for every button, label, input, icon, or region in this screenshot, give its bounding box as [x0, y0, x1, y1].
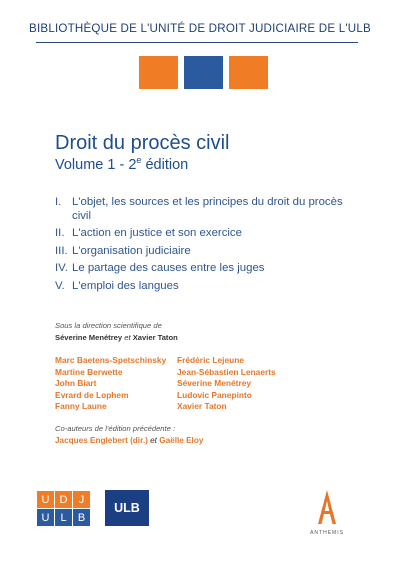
author: Frédéric Lejeune [177, 355, 245, 365]
author: Séverine Menétrey [177, 378, 252, 389]
author: Marc Baetens-Spetschinsky [55, 355, 167, 365]
author: Xavier Taton [177, 401, 227, 412]
toc-item: V. L'emploi des langues [55, 279, 179, 292]
blue-square [184, 56, 223, 89]
anthemis-a-icon [316, 488, 338, 528]
authors-right [177, 355, 276, 413]
coauthors-names: Jacques Englebert (dir.) et Gaëlle Eloy [55, 436, 204, 445]
toc-item: I. L'objet, les sources et les principes du droit du procès civil [55, 196, 343, 222]
author: Martine Berwette [55, 366, 123, 377]
udj-ulb-logo [37, 491, 90, 526]
logo-letter: J [73, 491, 90, 508]
series-title: BIBLIOTHÈQUE DE L'UNITÉ DE DROIT JUDICIAIRE DE L'ULB [29, 22, 371, 35]
volume-edition: Volume 1 - 2e édition [55, 155, 189, 173]
coauthors-label: Co-auteurs de l'édition précédente : [55, 424, 176, 433]
author: Evrard de Lophem [55, 389, 129, 400]
orange-square [139, 56, 178, 89]
author: John Biart [55, 378, 97, 389]
logo-letter: L [55, 509, 72, 526]
ulb-logo: ULB [105, 490, 149, 526]
decor-squares [139, 56, 268, 89]
logo-letter: B [73, 509, 90, 526]
toc-item: IV. Le partage des causes entre les juges [55, 262, 265, 274]
book-title: Droit du procès civil [55, 132, 230, 154]
author: Ludovic Panepinto [177, 389, 252, 400]
authors-left [55, 355, 166, 413]
logo-letter: D [55, 491, 72, 508]
toc-item: II. L'action en justice et son exercice [55, 227, 242, 239]
author: Jean-Sébastien Lenaerts [177, 366, 276, 377]
direction-label: Sous la direction scientifique de [55, 321, 162, 330]
top-rule [36, 42, 358, 43]
author: Fanny Laune [55, 401, 107, 412]
direction-names: Séverine Menétrey et Xavier Taton [55, 333, 178, 342]
logo-letter: U [37, 509, 54, 526]
logo-letter: U [37, 491, 54, 508]
publisher-name: ANTHEMIS [310, 530, 344, 536]
toc-item: III. L'organisation judiciaire [55, 244, 191, 257]
orange-square [229, 56, 268, 89]
table-of-contents [55, 196, 355, 297]
